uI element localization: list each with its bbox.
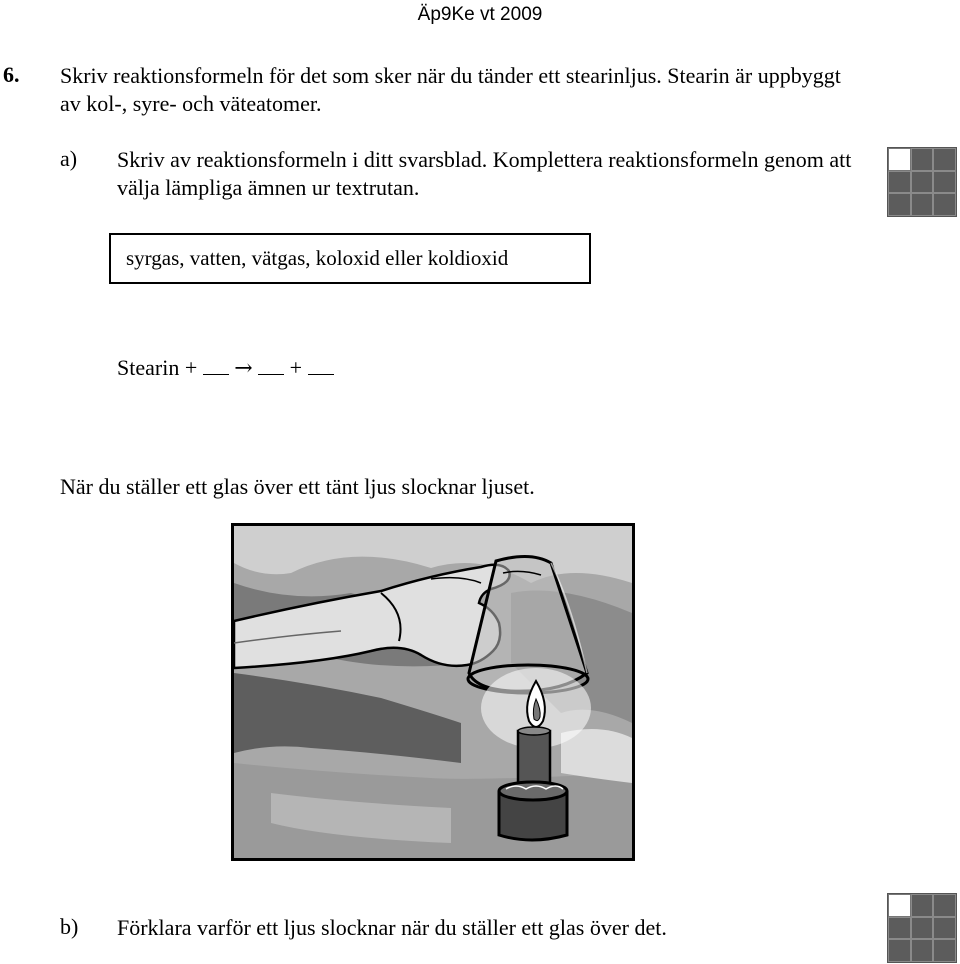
score-cell [933, 939, 956, 962]
score-cell [888, 939, 911, 962]
answer-blank[interactable] [203, 356, 229, 375]
score-cell [933, 917, 956, 940]
score-cell [933, 193, 956, 216]
score-cell [911, 148, 934, 171]
equation-plus: + [289, 355, 303, 380]
score-cell [933, 148, 956, 171]
part-b-label: b) [60, 914, 79, 939]
part-a-text: Skriv av reaktionsformeln i ditt svarsblad. Komplettera reaktionsformeln genom att välja lämpliga ämnen ur textrutan. [117, 147, 852, 200]
score-cell [888, 171, 911, 194]
part-b-text: Förklara varför ett ljus slocknar när du ställer ett glas över det. [117, 915, 667, 940]
score-cell [888, 148, 911, 171]
equation-reactant: Stearin + [117, 355, 198, 380]
statement-text: När du ställer ett glas över ett tänt ljus slocknar ljuset. [60, 474, 535, 499]
reaction-arrow: → [234, 356, 253, 381]
score-grid-icon [887, 893, 957, 963]
score-cell [911, 193, 934, 216]
score-cell [911, 939, 934, 962]
answer-blank[interactable] [258, 356, 284, 375]
score-cell [911, 917, 934, 940]
reaction-equation [117, 355, 334, 381]
question-text: Skriv reaktionsformeln för det som sker när du tänder ett stearinljus. Stearin är uppbyggt av kol-, syre- och väteatomer. [60, 63, 841, 116]
answer-blank[interactable] [308, 356, 334, 375]
word-choice-box: syrgas, vatten, vätgas, koloxid eller koldioxid [109, 233, 591, 284]
score-cell [888, 894, 911, 917]
score-cell [911, 171, 934, 194]
score-cell [888, 917, 911, 940]
score-cell [911, 894, 934, 917]
part-a-label: a) [60, 146, 78, 171]
score-cell [933, 171, 956, 194]
page-header: Äp9Ke vt 2009 [417, 4, 543, 25]
score-grid-icon [887, 147, 957, 217]
question-number: 6. [3, 62, 20, 87]
hand-holding-glass-over-candle-image [231, 523, 635, 861]
score-cell [888, 193, 911, 216]
score-cell [933, 894, 956, 917]
